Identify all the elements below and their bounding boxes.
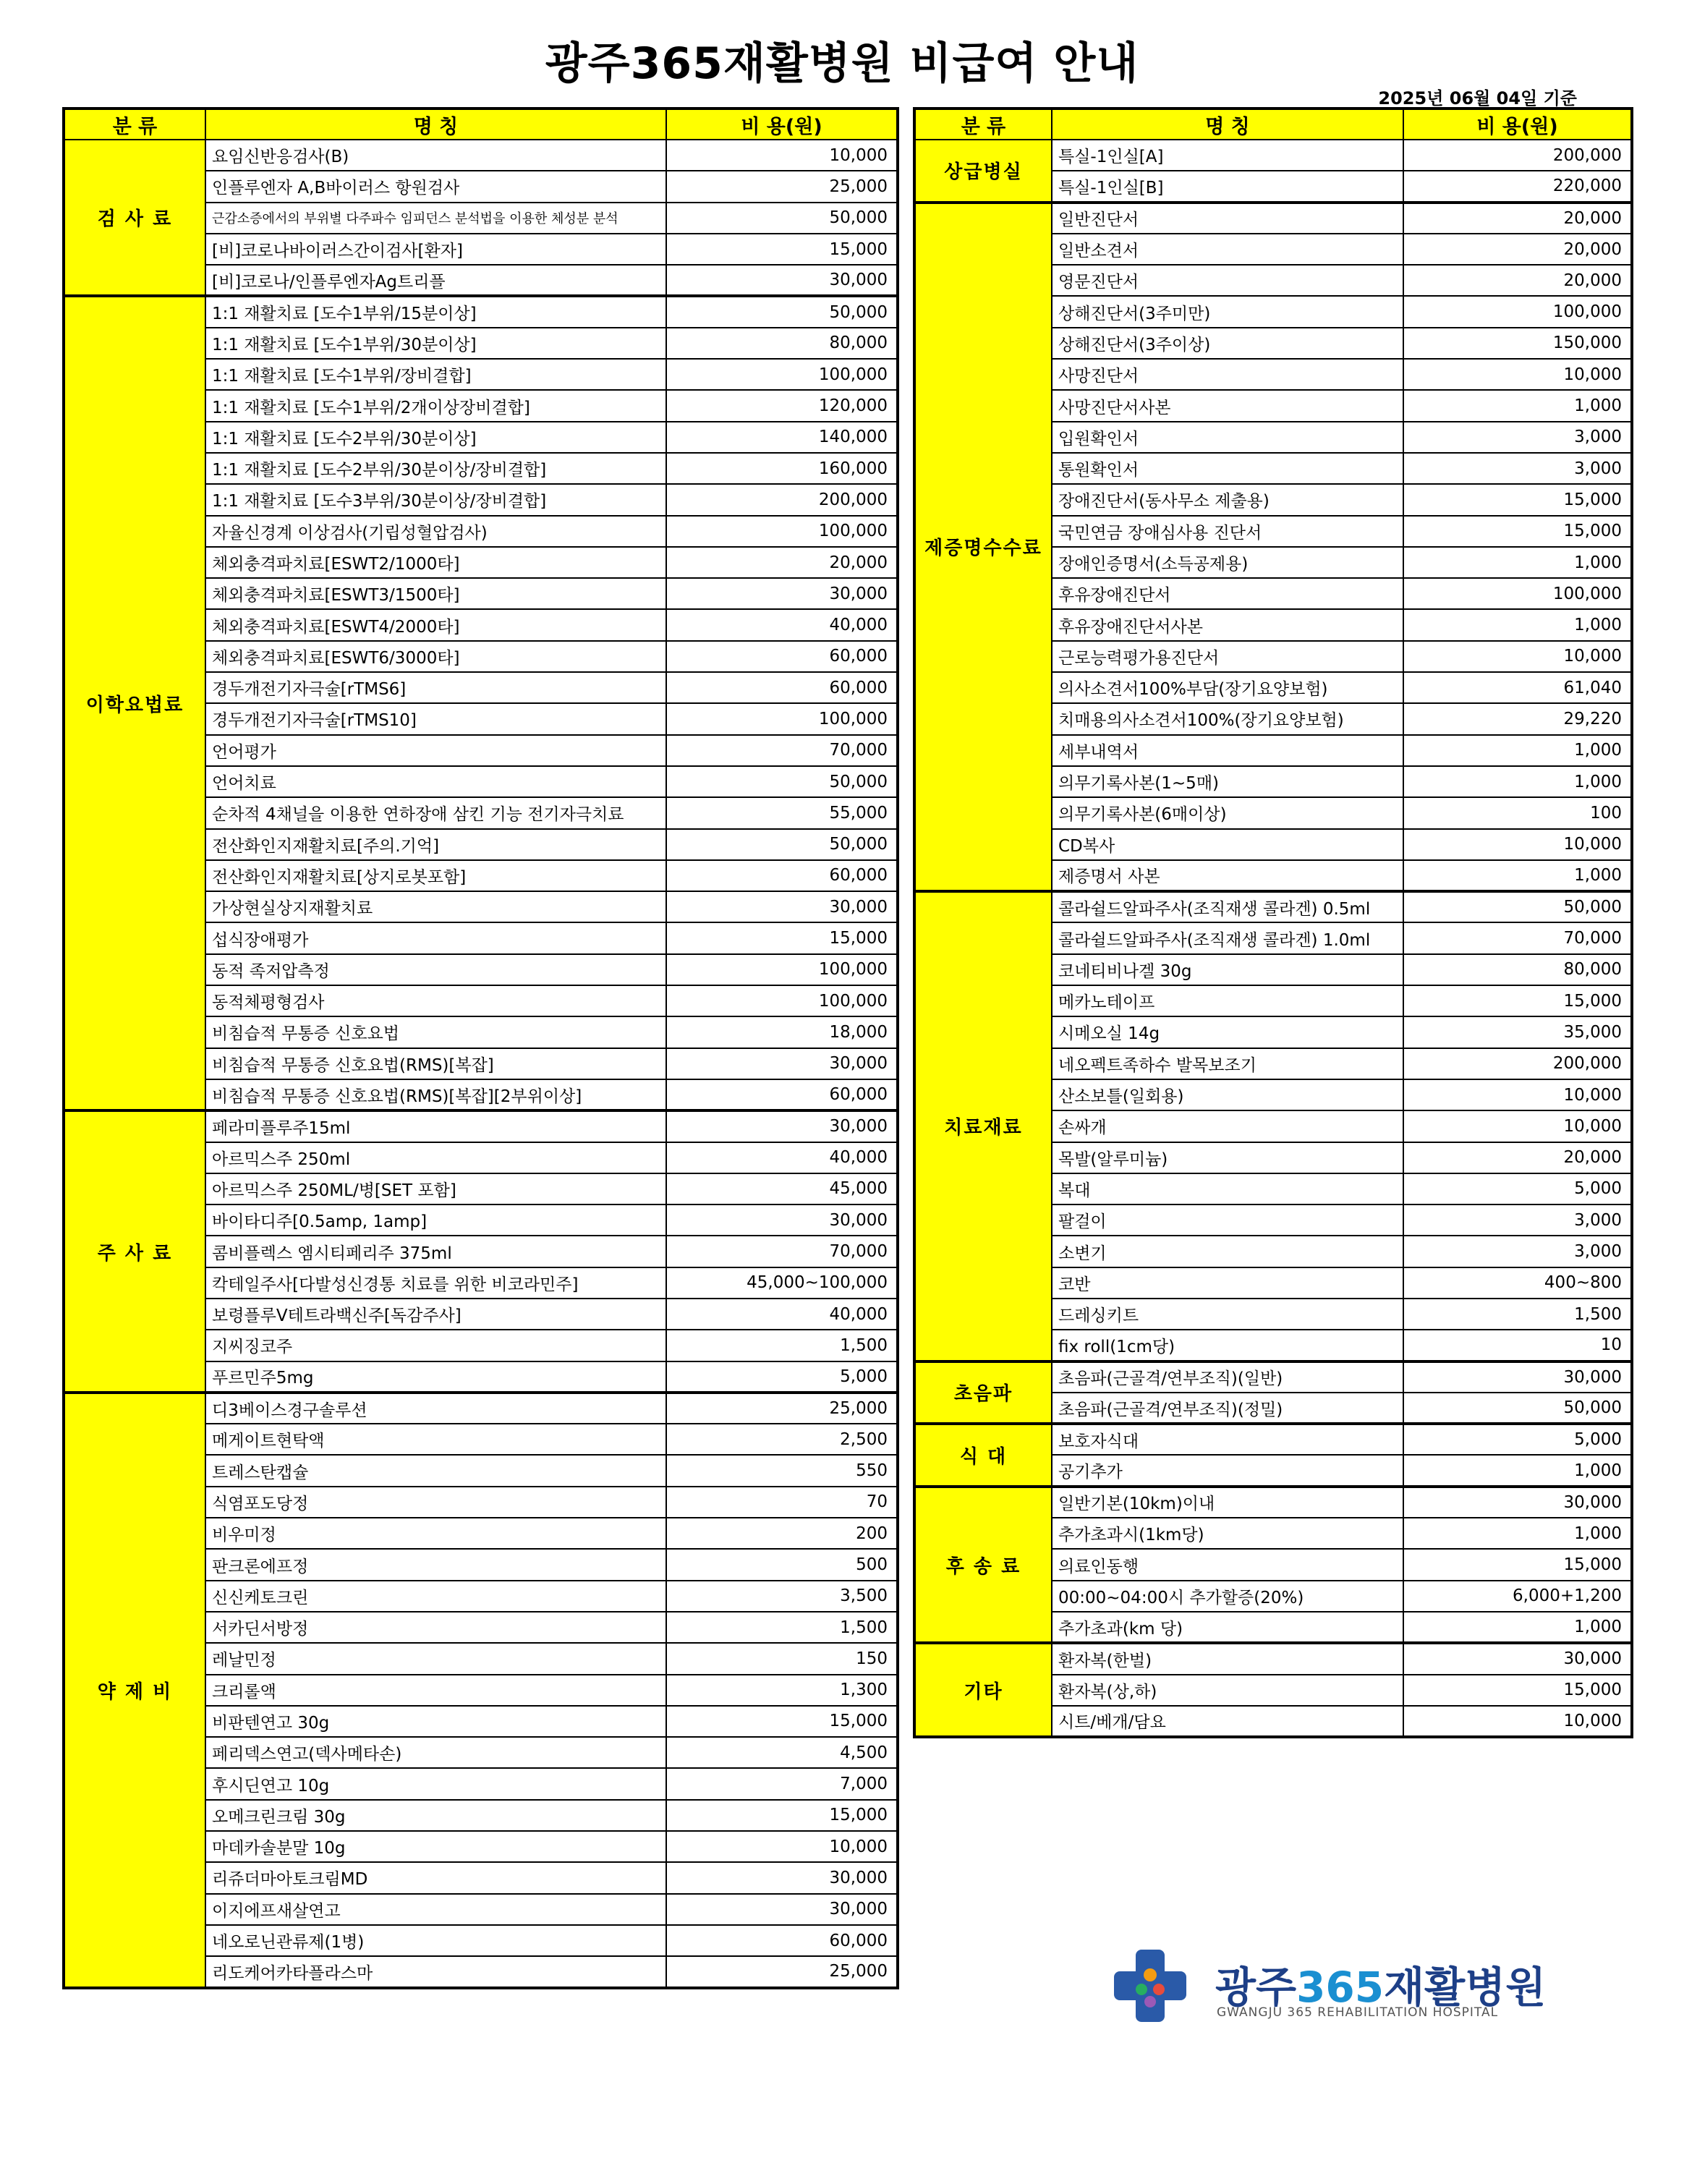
item-name-cell: 네오펙트족하수 발목보조기 — [1052, 1048, 1403, 1079]
item-price-cell: 100 — [1403, 797, 1632, 828]
table-row — [64, 140, 898, 171]
item-price-cell: 6,000+1,200 — [1403, 1581, 1632, 1612]
item-price-cell: 150 — [666, 1643, 898, 1674]
item-price-cell: 60,000 — [666, 1925, 898, 1956]
category-cell: 후 송 료 — [914, 1487, 1052, 1643]
item-price-cell: 20,000 — [1403, 265, 1632, 296]
item-name-cell: 초음파(근골격/연부조직)(일반) — [1052, 1361, 1403, 1393]
item-name-cell: 영문진단서 — [1052, 265, 1403, 296]
item-price-cell: 70,000 — [666, 735, 898, 766]
item-name-cell: 소변기 — [1052, 1236, 1403, 1267]
category-cell: 제증명수수료 — [914, 203, 1052, 892]
item-price-cell: 25,000 — [666, 171, 898, 202]
hospital-logo-name: 광주365재활병원 — [1215, 1963, 1547, 2012]
item-price-cell: 25,000 — [666, 1393, 898, 1424]
item-price-cell: 1,000 — [1403, 1455, 1632, 1486]
item-name-cell: 체외충격파치료[ESWT3/1500타] — [205, 578, 666, 609]
item-name-cell: 환자복(한벌) — [1052, 1643, 1403, 1674]
item-price-cell: 150,000 — [1403, 328, 1632, 359]
item-price-cell: 10,000 — [666, 140, 898, 171]
item-name-cell: 비침습적 무통증 신호요법 — [205, 1016, 666, 1048]
item-name-cell: 세부내역서 — [1052, 735, 1403, 766]
item-name-cell: 메게이트현탁액 — [205, 1424, 666, 1455]
table-row — [914, 203, 1632, 234]
item-price-cell: 60,000 — [666, 641, 898, 672]
item-price-cell: 1,000 — [1403, 1518, 1632, 1549]
item-name-cell: 1:1 재활치료 [도수2부위/30분이상] — [205, 422, 666, 453]
item-name-cell: 1:1 재활치료 [도수1부위/15분이상] — [205, 296, 666, 327]
item-name-cell: 제증명서 사본 — [1052, 860, 1403, 891]
item-price-cell: 50,000 — [1403, 1393, 1632, 1424]
item-price-cell: 40,000 — [666, 1299, 898, 1330]
item-price-cell: 3,500 — [666, 1581, 898, 1612]
item-price-cell: 550 — [666, 1455, 898, 1486]
header-name: 명 칭 — [1052, 109, 1403, 140]
price-table-right — [913, 107, 1633, 1738]
item-name-cell: 시메오실 14g — [1052, 1016, 1403, 1048]
item-price-cell: 15,000 — [1403, 985, 1632, 1016]
item-price-cell: 30,000 — [666, 1048, 898, 1079]
item-name-cell: 1:1 재활치료 [도수3부위/30분이상/장비결합] — [205, 484, 666, 515]
item-price-cell: 1,300 — [666, 1675, 898, 1706]
item-price-cell: 30,000 — [666, 578, 898, 609]
item-price-cell: 100,000 — [666, 985, 898, 1016]
item-name-cell: 의사소견서100%부담(장기요양보험) — [1052, 672, 1403, 703]
item-name-cell: 팔걸이 — [1052, 1204, 1403, 1236]
item-price-cell: 50,000 — [1403, 891, 1632, 922]
category-cell: 이학요법료 — [64, 296, 205, 1110]
item-price-cell: 200 — [666, 1518, 898, 1549]
item-name-cell: 1:1 재활치료 [도수1부위/장비결합] — [205, 359, 666, 390]
item-price-cell: 30,000 — [1403, 1361, 1632, 1393]
item-price-cell: 500 — [666, 1549, 898, 1580]
item-name-cell: 비침습적 무통증 신호요법(RMS)[복잡][2부위이상] — [205, 1079, 666, 1110]
item-price-cell: 15,000 — [1403, 516, 1632, 547]
item-price-cell: 1,500 — [1403, 1299, 1632, 1330]
item-name-cell: 이지에프새살연고 — [205, 1894, 666, 1925]
item-price-cell: 61,040 — [1403, 672, 1632, 703]
item-name-cell: 통원확인서 — [1052, 453, 1403, 484]
item-price-cell: 3,000 — [1403, 1204, 1632, 1236]
item-name-cell: 가상현실상지재활치료 — [205, 891, 666, 922]
item-name-cell: 치매용의사소견서100%(장기요양보험) — [1052, 703, 1403, 734]
item-name-cell: 체외충격파치료[ESWT6/3000타] — [205, 641, 666, 672]
table-row — [914, 140, 1632, 171]
item-name-cell: 체외충격파치료[ESWT2/1000타] — [205, 547, 666, 578]
item-price-cell: 1,000 — [1403, 860, 1632, 891]
item-name-cell: 콤비플렉스 엠시티페리주 375ml — [205, 1236, 666, 1267]
item-price-cell: 1,500 — [666, 1612, 898, 1643]
item-price-cell: 100,000 — [666, 703, 898, 734]
category-cell: 주 사 료 — [64, 1110, 205, 1393]
item-price-cell: 100,000 — [666, 516, 898, 547]
item-price-cell: 15,000 — [666, 234, 898, 265]
item-price-cell: 80,000 — [1403, 954, 1632, 985]
item-price-cell: 100,000 — [666, 954, 898, 985]
item-price-cell: 50,000 — [666, 766, 898, 797]
item-name-cell: 장애진단서(동사무소 제출용) — [1052, 484, 1403, 515]
item-price-cell: 400~800 — [1403, 1267, 1632, 1299]
item-name-cell: 시트/베개/담요 — [1052, 1706, 1403, 1737]
item-price-cell: 5,000 — [1403, 1424, 1632, 1455]
item-price-cell: 10 — [1403, 1330, 1632, 1361]
item-name-cell: 상해진단서(3주이상) — [1052, 328, 1403, 359]
item-name-cell: 콜라쉴드알파주사(조직재생 콜라겐) 1.0ml — [1052, 922, 1403, 953]
item-name-cell: 입원확인서 — [1052, 422, 1403, 453]
header-category: 분 류 — [914, 109, 1052, 140]
item-name-cell: 인플루엔자 A,B바이러스 항원검사 — [205, 171, 666, 202]
item-price-cell: 100,000 — [1403, 578, 1632, 609]
item-price-cell: 40,000 — [666, 609, 898, 640]
item-name-cell: 콜라쉴드알파주사(조직재생 콜라겐) 0.5ml — [1052, 891, 1403, 922]
item-price-cell: 30,000 — [1403, 1643, 1632, 1674]
item-price-cell: 15,000 — [666, 1800, 898, 1831]
table-row — [914, 1424, 1632, 1455]
item-name-cell: 메카노테이프 — [1052, 985, 1403, 1016]
item-name-cell: 손싸개 — [1052, 1110, 1403, 1142]
item-price-cell: 10,000 — [1403, 829, 1632, 860]
item-price-cell: 35,000 — [1403, 1016, 1632, 1048]
item-name-cell: 경두개전기자극술[rTMS6] — [205, 672, 666, 703]
item-price-cell: 2,500 — [666, 1424, 898, 1455]
item-name-cell: 언어평가 — [205, 735, 666, 766]
item-price-cell: 70,000 — [666, 1236, 898, 1267]
item-price-cell: 70 — [666, 1487, 898, 1518]
table-row — [64, 296, 898, 327]
item-name-cell: 바이타디주[0.5amp, 1amp] — [205, 1204, 666, 1236]
item-price-cell: 30,000 — [1403, 1487, 1632, 1518]
table-row — [64, 1393, 898, 1424]
item-name-cell: [비]코로나바이러스간이검사[환자] — [205, 234, 666, 265]
item-price-cell: 15,000 — [666, 922, 898, 953]
item-name-cell: 동적체평형검사 — [205, 985, 666, 1016]
item-name-cell: 비우미정 — [205, 1518, 666, 1549]
item-name-cell: [비]코로나/인플루엔자Ag트리플 — [205, 265, 666, 296]
item-name-cell: 근감소증에서의 부위별 다주파수 임피던스 분석법을 이용한 체성분 분석 — [205, 203, 666, 234]
item-price-cell: 30,000 — [666, 1894, 898, 1925]
item-price-cell: 20,000 — [1403, 203, 1632, 234]
item-price-cell: 1,000 — [1403, 735, 1632, 766]
item-price-cell: 5,000 — [1403, 1173, 1632, 1204]
category-cell: 검 사 료 — [64, 140, 205, 296]
item-name-cell: 일반진단서 — [1052, 203, 1403, 234]
header-name: 명 칭 — [205, 109, 666, 140]
item-name-cell: 추가초과시(1km당) — [1052, 1518, 1403, 1549]
reference-date: 2025년 06월 04일 기준 — [1378, 88, 1577, 109]
item-name-cell: 전산화인지재활치료[상지로봇포함] — [205, 860, 666, 891]
header-price: 비 용(원) — [1403, 109, 1632, 140]
item-name-cell: 1:1 재활치료 [도수1부위/2개이상장비결합] — [205, 390, 666, 421]
item-price-cell: 1,000 — [1403, 766, 1632, 797]
item-price-cell: 7,000 — [666, 1768, 898, 1799]
item-price-cell: 50,000 — [666, 829, 898, 860]
item-price-cell: 30,000 — [666, 1110, 898, 1142]
item-name-cell: 네오로닌관류제(1병) — [205, 1925, 666, 1956]
item-price-cell: 55,000 — [666, 797, 898, 828]
item-price-cell: 30,000 — [666, 1862, 898, 1893]
item-name-cell: 의무기록사본(6매이상) — [1052, 797, 1403, 828]
item-price-cell: 1,500 — [666, 1330, 898, 1361]
item-name-cell: 드레싱키트 — [1052, 1299, 1403, 1330]
item-price-cell: 10,000 — [666, 1831, 898, 1862]
item-price-cell: 15,000 — [666, 1706, 898, 1737]
item-name-cell: 비판텐연고 30g — [205, 1706, 666, 1737]
item-price-cell: 60,000 — [666, 672, 898, 703]
category-cell: 식 대 — [914, 1424, 1052, 1487]
item-name-cell: 1:1 재활치료 [도수1부위/30분이상] — [205, 328, 666, 359]
item-name-cell: 목발(알루미늄) — [1052, 1142, 1403, 1173]
item-name-cell: 코반 — [1052, 1267, 1403, 1299]
item-name-cell: 크리롤액 — [205, 1675, 666, 1706]
item-name-cell: 리쥬더마아토크림MD — [205, 1862, 666, 1893]
header-category: 분 류 — [64, 109, 205, 140]
item-price-cell: 80,000 — [666, 328, 898, 359]
hospital-logo-subtitle: GWANGJU 365 REHABILITATION HOSPITAL — [1217, 2005, 1499, 2020]
item-name-cell: 페리덱스연고(덱사메타손) — [205, 1737, 666, 1768]
item-name-cell: 복대 — [1052, 1173, 1403, 1204]
item-name-cell: 비침습적 무통증 신호요법(RMS)[복잡] — [205, 1048, 666, 1079]
item-price-cell: 60,000 — [666, 860, 898, 891]
table-row — [914, 1361, 1632, 1393]
item-price-cell: 3,000 — [1403, 1236, 1632, 1267]
item-price-cell: 10,000 — [1403, 641, 1632, 672]
item-name-cell: 동적 족저압측정 — [205, 954, 666, 985]
item-name-cell: 장애인증명서(소득공제용) — [1052, 547, 1403, 578]
item-price-cell: 45,000~100,000 — [666, 1267, 898, 1299]
item-price-cell: 200,000 — [666, 484, 898, 515]
item-name-cell: 요임신반응검사(B) — [205, 140, 666, 171]
header-price: 비 용(원) — [666, 109, 898, 140]
item-price-cell: 15,000 — [1403, 484, 1632, 515]
item-name-cell: 오메크린크림 30g — [205, 1800, 666, 1831]
item-name-cell: 마데카솔분말 10g — [205, 1831, 666, 1862]
item-name-cell: 레날민정 — [205, 1643, 666, 1674]
item-price-cell: 20,000 — [1403, 1142, 1632, 1173]
item-name-cell: 00:00~04:00시 추가할증(20%) — [1052, 1581, 1403, 1612]
item-name-cell: 자율신경계 이상검사(기립성혈압검사) — [205, 516, 666, 547]
item-name-cell: 보령플루V테트라백신주[독감주사] — [205, 1299, 666, 1330]
item-price-cell: 100,000 — [1403, 296, 1632, 327]
item-name-cell: 사망진단서사본 — [1052, 390, 1403, 421]
item-name-cell: 추가초과(km 당) — [1052, 1612, 1403, 1643]
item-name-cell: 섭식장애평가 — [205, 922, 666, 953]
item-name-cell: 칵테일주사[다발성신경통 치료를 위한 비코라민주] — [205, 1267, 666, 1299]
item-name-cell: 일반소견서 — [1052, 234, 1403, 265]
item-name-cell: 사망진단서 — [1052, 359, 1403, 390]
item-price-cell: 60,000 — [666, 1079, 898, 1110]
item-price-cell: 10,000 — [1403, 1706, 1632, 1737]
item-name-cell: 보호자식대 — [1052, 1424, 1403, 1455]
page-title: 광주365재활병원 비급여 안내 — [545, 38, 1139, 89]
item-price-cell: 3,000 — [1403, 422, 1632, 453]
item-price-cell: 15,000 — [1403, 1675, 1632, 1706]
item-name-cell: 푸르민주5mg — [205, 1361, 666, 1393]
item-name-cell: 페라미플루주15ml — [205, 1110, 666, 1142]
item-name-cell: 아르믹스주 250ml — [205, 1142, 666, 1173]
table-row — [914, 1487, 1632, 1518]
item-name-cell: 산소보틀(일회용) — [1052, 1079, 1403, 1110]
item-name-cell: 상해진단서(3주미만) — [1052, 296, 1403, 327]
item-name-cell: 식염포도당정 — [205, 1487, 666, 1518]
item-price-cell: 120,000 — [666, 390, 898, 421]
item-name-cell: 1:1 재활치료 [도수2부위/30분이상/장비결합] — [205, 453, 666, 484]
item-name-cell: 의료인동행 — [1052, 1549, 1403, 1580]
item-price-cell: 30,000 — [666, 1204, 898, 1236]
item-price-cell: 45,000 — [666, 1173, 898, 1204]
item-price-cell: 160,000 — [666, 453, 898, 484]
item-price-cell: 1,000 — [1403, 390, 1632, 421]
item-name-cell: 후유장애진단서 — [1052, 578, 1403, 609]
item-name-cell: 특실-1인실[B] — [1052, 171, 1403, 202]
item-price-cell: 1,000 — [1403, 1612, 1632, 1643]
item-price-cell: 18,000 — [666, 1016, 898, 1048]
item-name-cell: 초음파(근골격/연부조직)(정밀) — [1052, 1393, 1403, 1424]
item-price-cell: 30,000 — [666, 265, 898, 296]
category-cell: 상급병실 — [914, 140, 1052, 203]
item-name-cell: 후유장애진단서사본 — [1052, 609, 1403, 640]
item-price-cell: 5,000 — [666, 1361, 898, 1393]
item-name-cell: 신신케토크린 — [205, 1581, 666, 1612]
item-price-cell: 220,000 — [1403, 171, 1632, 202]
item-name-cell: 근로능력평가용진단서 — [1052, 641, 1403, 672]
category-cell: 기타 — [914, 1643, 1052, 1737]
item-name-cell: 리도케어카타플라스마 — [205, 1956, 666, 1987]
item-price-cell: 3,000 — [1403, 453, 1632, 484]
item-price-cell: 10,000 — [1403, 1110, 1632, 1142]
item-price-cell: 70,000 — [1403, 922, 1632, 953]
item-price-cell: 15,000 — [1403, 1549, 1632, 1580]
item-price-cell: 200,000 — [1403, 1048, 1632, 1079]
item-name-cell: 지씨징코주 — [205, 1330, 666, 1361]
item-price-cell: 10,000 — [1403, 359, 1632, 390]
item-name-cell: 체외충격파치료[ESWT4/2000타] — [205, 609, 666, 640]
item-price-cell: 40,000 — [666, 1142, 898, 1173]
item-name-cell: fix roll(1cm당) — [1052, 1330, 1403, 1361]
item-price-cell: 140,000 — [666, 422, 898, 453]
item-name-cell: CD복사 — [1052, 829, 1403, 860]
table-row — [914, 891, 1632, 922]
category-cell: 치료재료 — [914, 891, 1052, 1361]
item-price-cell: 1,000 — [1403, 609, 1632, 640]
item-name-cell: 환자복(상,하) — [1052, 1675, 1403, 1706]
item-price-cell: 50,000 — [666, 203, 898, 234]
table-row — [64, 1110, 898, 1142]
item-price-cell: 50,000 — [666, 296, 898, 327]
item-name-cell: 순차적 4채널을 이용한 연하장애 삼킨 기능 전기자극치료 — [205, 797, 666, 828]
item-price-cell: 20,000 — [666, 547, 898, 578]
item-price-cell: 1,000 — [1403, 547, 1632, 578]
item-name-cell: 코네티비나겔 30g — [1052, 954, 1403, 985]
item-name-cell: 아르믹스주 250ML/병[SET 포함] — [205, 1173, 666, 1204]
item-name-cell: 일반기본(10km)이내 — [1052, 1487, 1403, 1518]
price-table-left — [62, 107, 899, 1989]
item-name-cell: 후시딘연고 10g — [205, 1768, 666, 1799]
item-price-cell: 20,000 — [1403, 234, 1632, 265]
item-price-cell: 4,500 — [666, 1737, 898, 1768]
category-cell: 초음파 — [914, 1361, 1052, 1424]
category-cell: 약 제 비 — [64, 1393, 205, 1988]
item-name-cell: 언어치료 — [205, 766, 666, 797]
item-name-cell: 국민연금 장애심사용 진단서 — [1052, 516, 1403, 547]
item-price-cell: 29,220 — [1403, 703, 1632, 734]
item-price-cell: 25,000 — [666, 1956, 898, 1987]
item-name-cell: 의무기록사본(1~5매) — [1052, 766, 1403, 797]
item-name-cell: 공기추가 — [1052, 1455, 1403, 1486]
item-name-cell: 판크론에프정 — [205, 1549, 666, 1580]
table-row — [914, 1643, 1632, 1674]
item-name-cell: 서카딘서방정 — [205, 1612, 666, 1643]
item-name-cell: 경두개전기자극술[rTMS10] — [205, 703, 666, 734]
item-name-cell: 전산화인지재활치료[주의.기억] — [205, 829, 666, 860]
item-name-cell: 디3베이스경구솔루션 — [205, 1393, 666, 1424]
item-price-cell: 30,000 — [666, 891, 898, 922]
item-price-cell: 200,000 — [1403, 140, 1632, 171]
item-price-cell: 100,000 — [666, 359, 898, 390]
item-name-cell: 트레스탄캡슐 — [205, 1455, 666, 1486]
item-name-cell: 특실-1인실[A] — [1052, 140, 1403, 171]
item-price-cell: 10,000 — [1403, 1079, 1632, 1110]
